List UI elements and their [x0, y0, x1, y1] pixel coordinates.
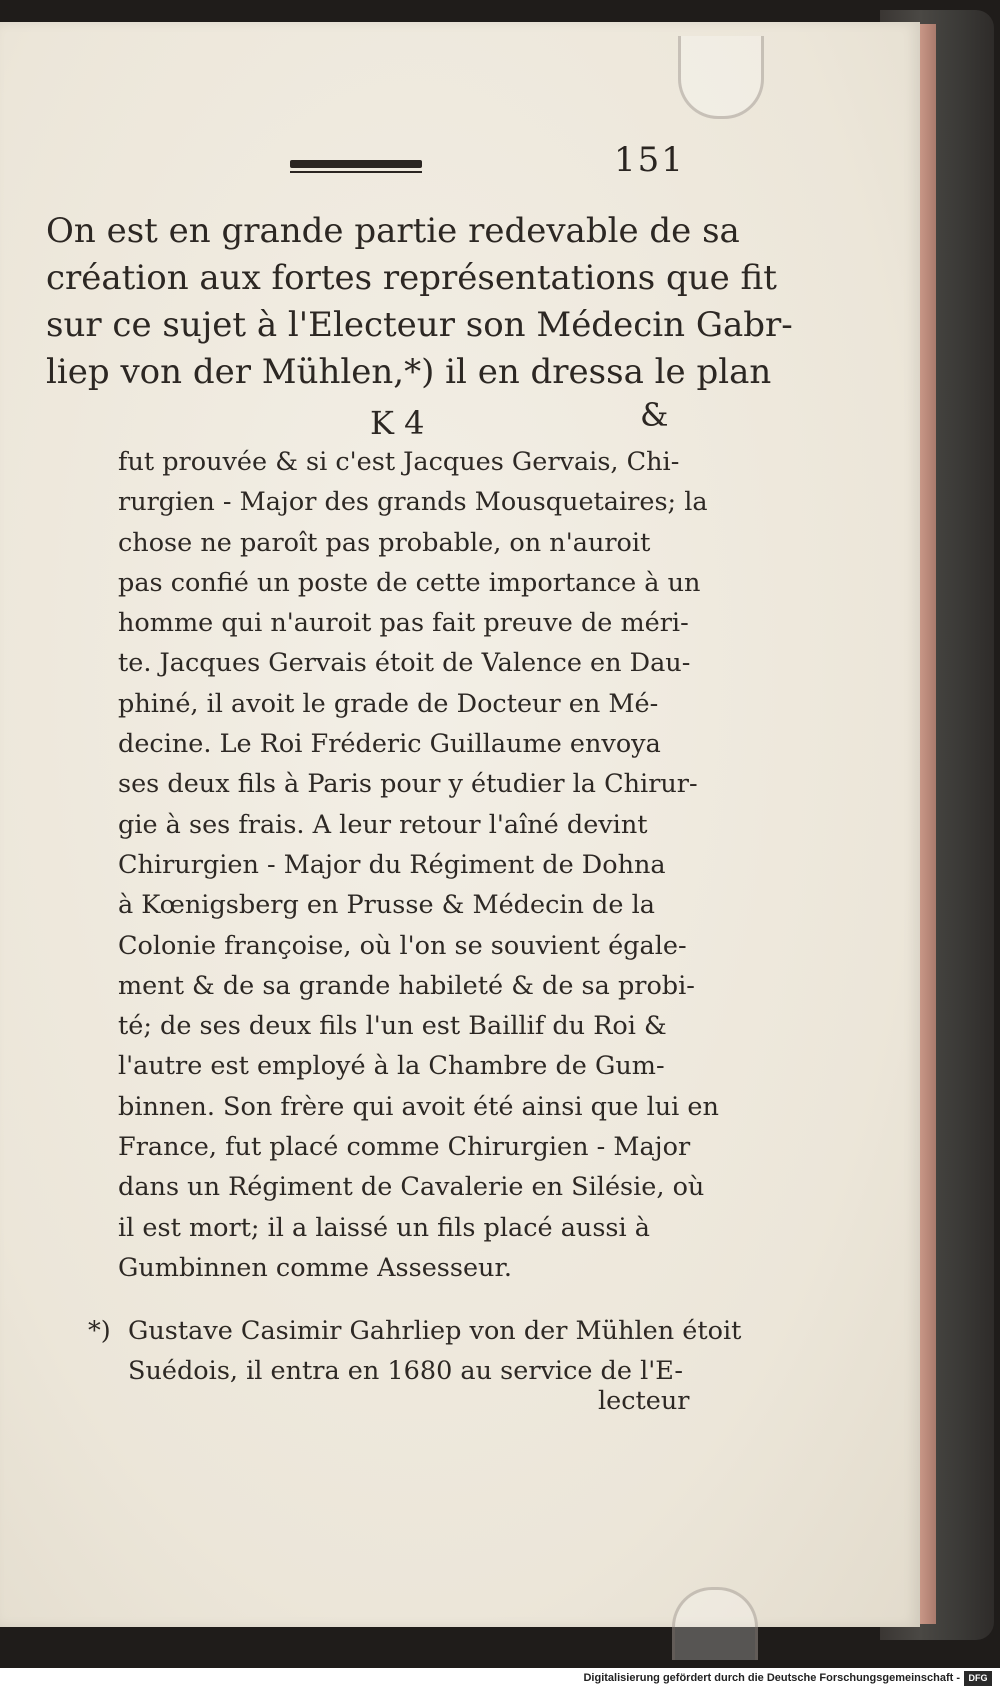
- footnote-line: dans un Régiment de Cavalerie en Silésie, où: [118, 1172, 705, 1203]
- main-line: création aux fortes représentations que fit: [46, 258, 777, 298]
- footer-credit: Digitalisierung gefördert durch die Deutsche Forschungsgemeinschaft -: [583, 1672, 960, 1684]
- main-line: liep von der Mühlen,*) il en dressa le plan: [46, 352, 772, 392]
- page-clip-top: [678, 36, 764, 119]
- footnote-line: te. Jacques Gervais étoit de Valence en Dau-: [118, 648, 691, 679]
- footnote-line: homme qui n'auroit pas fait preuve de méri-: [118, 608, 689, 639]
- footnote-line: pas confié un poste de cette importance à un: [118, 567, 701, 598]
- footnote-line: decine. Le Roi Fréderic Guillaume envoya: [118, 729, 661, 760]
- main-line: sur ce sujet à l'Electeur son Médecin Gabr-: [46, 305, 793, 345]
- footnote-line: rurgien - Major des grands Mousquetaires; la: [118, 487, 708, 518]
- footnote-line: phiné, il avoit le grade de Docteur en Mé-: [118, 688, 659, 719]
- footnote-line: il est mort; il a laissé un fils placé aussi à: [118, 1212, 650, 1243]
- footnote-text: [118, 442, 719, 1288]
- main-line: On est en grande partie redevable de sa: [46, 211, 740, 251]
- footnote-line: Gumbinnen comme Assesseur.: [118, 1252, 512, 1283]
- footnote-line: ses deux fils à Paris pour y étudier la Chirur-: [118, 769, 698, 800]
- main-text: [46, 208, 793, 396]
- page-clip-bottom: [672, 1587, 758, 1660]
- catchword-bottom: lecteur: [598, 1386, 690, 1416]
- footnote-line: té; de ses deux fils l'un est Baillif du Roi &: [118, 1011, 667, 1042]
- footnote-line: fut prouvée & si c'est Jacques Gervais, Chi-: [118, 447, 680, 477]
- footnote-line: chose ne paroît pas probable, on n'auroit: [118, 527, 651, 558]
- footnote-line: binnen. Son frère qui avoit été ainsi que lui en: [118, 1091, 719, 1122]
- signature-mark: K 4: [370, 404, 425, 442]
- footnote-line: Colonie françoise, où l'on se souvient égale-: [118, 930, 687, 961]
- footnote-line: à Kœnigsberg en Prusse & Médecin de la: [118, 890, 655, 921]
- subnote-body: [128, 1311, 742, 1391]
- footnote-line: l'autre est employé à la Chambre de Gum-: [118, 1051, 665, 1082]
- footnote-line: Chirurgien - Major du Régiment de Dohna: [118, 849, 666, 880]
- page-number: 151: [614, 140, 685, 180]
- footnote-line: ment & de sa grande habileté & de sa probi-: [118, 970, 695, 1001]
- header-rule: [290, 160, 422, 168]
- dfg-logo-icon: DFG: [964, 1671, 992, 1686]
- footnote-line: gie à ses frais. A leur retour l'aîné devint: [118, 809, 648, 840]
- footer-bar: [0, 1668, 1000, 1692]
- subnote-line: Gustave Casimir Gahrliep von der Mühlen étoit: [128, 1316, 742, 1346]
- catchword-top: &: [640, 396, 669, 434]
- footnote-line: France, fut placé comme Chirurgien - Major: [118, 1132, 691, 1163]
- subnote-mark: *): [88, 1316, 111, 1346]
- subnote-line: Suédois, il entra en 1680 au service de l'E-: [128, 1356, 683, 1386]
